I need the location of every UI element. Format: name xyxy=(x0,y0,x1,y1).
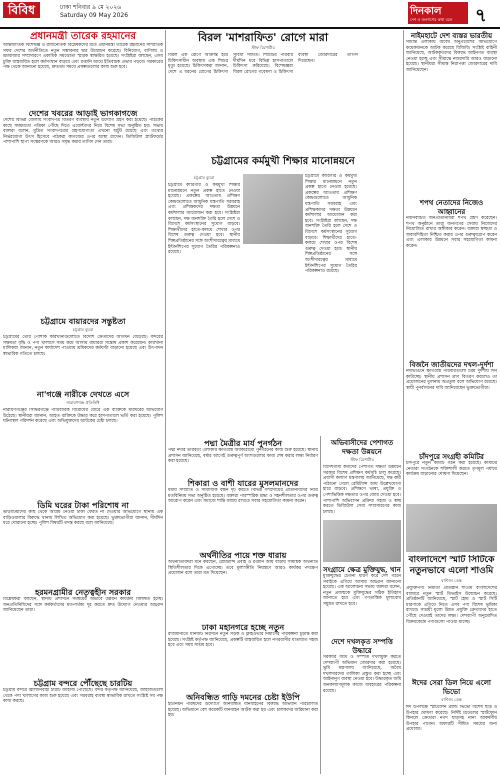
brand-name: দিনকাল xyxy=(410,6,442,17)
article-byline: বাণিজ্য ডেস্ক xyxy=(441,578,462,583)
article-body: নারায়ণগঞ্জের সিদ্ধিরগঞ্জে পারিবারিক বিরোধের জেরে এক ব্যক্তিকে মারধরের অভিযোগ উঠেছে। স্থানীয়রা জানান, আহত ব্যক্তিকে উদ্ধার করে হাসপাতালে ভর্তি করা হয়েছে। পুলিশ ঘটনাস্থল পরিদর্শন করেছে এবং অভিযুক্তদের আটকের চেষ্টা চলছে। xyxy=(3,408,163,425)
article-c1 xyxy=(323,438,401,518)
article-body: নবনির্বাচিত জনপ্রতিনিধিরা শপথ গ্রহণ করেছেন। শপথ অনুষ্ঠানে তারা জনগণের সেবায় নিজেদের নিয়োজিত রাখার অঙ্গীকার করেন। বক্তারা স্বচ্ছতা ও জবাবদিহিতা নিশ্চিত করার ওপর গুরুত্বারোপ করেন এবং এলাকার উন্নয়নে সবার সহযোগিতা কামনা করেন। xyxy=(406,216,497,249)
article-headline: বাংলাদেশে স্মার্ট সিটিকে নতুনভাবে এলো শাওমি xyxy=(408,555,495,576)
article-a2 xyxy=(3,108,163,313)
newspaper-logo xyxy=(408,2,468,24)
article-body: চট্টগ্রাম বন্দরে জ্বালানিবাহী চারটি জাহাজ পৌঁছেছে। বন্দর কর্তৃপক্ষ জানিয়েছে, জাহাজগুলো থেকে পণ্য খালাসের কাজ শুরু হয়েছে এবং সরবরাহ ব্যবস্থা স্বাভাবিক রাখতে সংশ্লিষ্ট সব পক্ষ কাজ করছে। xyxy=(3,688,163,705)
article-body: ঈদ উপলক্ষে স্মার্টফোন ব্র্যান্ড ভিভো বিশেষ ছাড় ও উপহার ঘোষণা করেছে। নির্দিষ্ট মডেলের স্মার্টফোন কিনলে ক্রেতারা নগদ ছাড়সহ নানা আকর্ষণীয় উপহার পাবেন। অফারটি সীমিত সময়ের জন্য প্রযোজ্য। xyxy=(406,705,497,733)
article-byline: চট্টগ্রাম ব্যুরো xyxy=(72,327,94,332)
article-d5 xyxy=(406,555,497,675)
article-photo xyxy=(406,504,497,552)
article-headline: প্রধানমন্ত্রী তারেক রহমানের xyxy=(30,31,136,42)
article-body: বিদেশগামী কর্মীদের পেশাগত দক্ষতা উন্নয়নে সরকার বিশেষ প্রশিক্ষণ কর্মসূচি চালু করেছে। প্রবাসী কল্যাণ মন্ত্রণালয় জানিয়েছে, দক্ষ কর্মী পাঠানো গেলে রেমিট্যান্স আয় উল্লেখযোগ্য হারে বাড়বে। প্রশিক্ষণে ভাষা, প্রযুক্তি ও পেশাভিত্তিক দক্ষতার ওপর জোর দেওয়া হবে। পাশাপাশি অভিবাসন প্রক্রিয়া সহজ ও স্বচ্ছ করতে ডিজিটাল সেবা সম্প্রসারণের কাজ চলছে। xyxy=(323,465,401,515)
article-headline: দেশে দখলকৃত সম্পত্তি উদ্ধারে xyxy=(331,637,393,655)
article-headline: ঢাকা মহানগরে হচ্ছে নতুন xyxy=(201,622,285,632)
article-a3 xyxy=(3,316,163,386)
article-body: মুক্তিযুদ্ধের চেতনা ধারণ করে দেশ গঠনে সবাইকে এগিয়ে আসার আহ্বান জানানো হয়েছে। এক আলোচনা সভায় বক্তারা বলেন, নতুন প্রজন্মকে মুক্তিযুদ্ধের সঠিক ইতিহাস জানাতে হবে এবং গণতান্ত্রিক মূল্যবোধ সমুন্নত রাখতে হবে। xyxy=(323,574,401,607)
article-body: নদীভাঙনে ক্ষতিগ্রস্ত পরিবারগুলো চরম দুর্দশায় দিন কাটাচ্ছে। স্থানীয় প্রশাসন ত্রাণ বিতরণ করলেও তা প্রয়োজনের তুলনায় অপ্রতুল বলে অভিযোগ রয়েছে। স্থায়ী পুনর্বাসনের দাবি জানিয়েছেন ভুক্তভোগীরা। xyxy=(406,369,497,391)
date-english: Saturday 09 May 2026 xyxy=(60,12,129,19)
date-bangla: ঢাকা শনিবার ৯ মে ২০২৬ xyxy=(60,4,122,11)
article-headline: অভিবাসীদের পেশাগত দক্ষতা উন্নয়নে xyxy=(330,438,394,456)
column-divider xyxy=(320,436,321,774)
date-line xyxy=(60,4,128,20)
article-body: আন্তর্জাতিক বিশেষজ্ঞ ও রাজনৈতিক বিশ্লেষকদের মতে প্রধানমন্ত্রী তারেক রহমানের সাম্প্রতিক সফর দেশের অর্থনীতিতে নতুন সম্ভাবনার দ্বার উন্মোচন করেছে। বিনিয়োগ, বাণিজ্য ও শ্রমবাজার সম্প্রসারণে একাধিক সমঝোতা স্মারক স্বাক্ষরিত হয়েছে। সংশ্লিষ্টরা বলছেন, এসব চুক্তি বাস্তবায়িত হলে কর্মসংস্থান বাড়বে এবং রপ্তানি আয়ে ইতিবাচক প্রভাব পড়বে। সরকারের পক্ষ থেকে জানানো হয়েছে, দ্রুততম সময়ে প্রকল্পগুলোর কাজ শুরু হবে। xyxy=(3,43,163,71)
article-body: চট্টগ্রামে কারিগরি ও কর্মমুখী শিক্ষার মানোন্নয়নে নতুন প্রকল্প হাতে নেওয়া হয়েছে। প্রকল্পের আওতায় প্রশিক্ষণ কেন্দ্রগুলোতে আধুনিক যন্ত্রপাতি সরবরাহ এবং প্রশিক্ষকদের দক্ষতা উন্নয়নে কর্মশালার আয়োজন করা হবে। সংশ্লিষ্টরা বলছেন, দক্ষ জনশক্তি তৈরি হলে দেশে ও বিদেশে কর্মসংস্থানের সুযোগ বাড়বে। শিক্ষার্থীদের হাতে-কলমে শেখার ওপর বিশেষ গুরুত্ব দেওয়া হবে। স্থানীয় শিল্পপ্রতিষ্ঠানের সঙ্গে অংশীদারত্বের মাধ্যমে ইন্টার্নশিপের সুযোগ তৈরির পরিকল্পনাও রয়েছে। xyxy=(168,183,240,256)
article-b2-cont xyxy=(305,174,357,436)
article-d1 xyxy=(406,31,497,196)
article-b4 xyxy=(168,478,318,548)
article-body: চাঁদপুরে নতুন কমিটি গঠন করা হয়েছে। কমিটির নেতারা সংগঠনকে শক্তিশালী করতে তৃণমূল পর্যায়ে কার্যক্রম বাড়ানোর ঘোষণা দিয়েছেন। xyxy=(406,461,497,478)
article-body: চট্টগ্রামের তৈরি পোশাক কারখানাগুলোতে বিদেশি ক্রেতাদের আগমন বেড়েছে। বন্দরের সক্ষমতা বৃদ্ধি ও পণ্য খালাসে সময় কমে আসায় বায়াররা সন্তোষ প্রকাশ করেছেন। কারখানা মালিকরা জানান, নতুন কার্যাদেশ পাওয়ায় শ্রমিকদের কর্মঘণ্টা বাড়ানো হয়েছে এবং উৎপাদন স্বাভাবিক গতিতে চলছে। xyxy=(3,335,163,357)
article-byline: স্টাফ রিপোর্টার xyxy=(251,45,275,50)
article-headline: অর্থনীতির পায়ে শক্ত ধারায় xyxy=(199,550,287,560)
article-headline: হরমনগ্রামীর নেতৃত্বহীন সরকার xyxy=(35,587,131,597)
column-divider xyxy=(165,30,166,775)
article-d6 xyxy=(406,678,497,774)
article-a1 xyxy=(3,31,163,106)
article-b3 xyxy=(168,438,318,476)
article-headline: দেশের খবরের আড়াই ভাগকাগজে xyxy=(28,108,138,118)
article-byline: নারায়ণগঞ্জ প্রতিনিধি xyxy=(66,400,100,405)
article-byline: স্টাফ রিপোর্টার xyxy=(350,457,374,462)
article-c2 xyxy=(323,565,401,635)
article-body: ভাড়াটিয়াদের কাছ থেকে অগ্রিম নেওয়া টাকা ফেরত না দেওয়ার অভিযোগে স্থানীয় এক বাড়িওয়ালার বিরুদ্ধে থানায় লিখিত অভিযোগ করা হয়েছে। ভুক্তভোগীরা জানান, দীর্ঘদিন ধরে ঘোরানো হচ্ছে। পুলিশ বিষয়টি তদন্ত করছে বলে জানিয়েছে। xyxy=(3,510,163,527)
article-d2 xyxy=(406,198,497,358)
article-b2-head xyxy=(168,155,398,171)
article-a4 xyxy=(3,389,163,499)
article-headline: না'গঞ্জে নারীকে দেখতে এসে xyxy=(36,389,130,399)
article-body: ইউনিয়ন পরিষদের উদ্যোগে অনিবন্ধিত যানবাহনের বিরুদ্ধে অভিযান পরিচালিত হয়েছে। অভিযানে বেশ কয়েকটি যানবাহন আটক করা হয় এবং চালকদের জরিমানা করা হয়। xyxy=(168,702,318,719)
article-headline: চট্টগ্রামে বায়ারদের সন্তুষ্টতা xyxy=(40,316,126,326)
article-a5 xyxy=(3,500,163,584)
article-b6 xyxy=(168,622,318,690)
article-headline: সংগ্রামে ক্ষেত্র মুক্তিযুদ্ধ, খান xyxy=(323,565,401,574)
article-c3 xyxy=(323,637,401,774)
article-body: সরকারি জমি ও সম্পত্তি দখলমুক্ত করতে দেশব্যাপী অভিযান জোরদার করা হয়েছে। ভূমি মন্ত্রণালয় জানিয়েছে, অবৈধ দখলদারদের তালিকা প্রস্তুত করা হচ্ছে এবং আইনানুগ ব্যবস্থা নেওয়া হবে। উদ্ধারকৃত জমি জনকল্যাণমূলক কাজে ব্যবহারের পরিকল্পনা রয়েছে। xyxy=(323,655,401,694)
article-a6 xyxy=(3,587,163,675)
article-photo xyxy=(243,174,303,244)
article-headline: চট্টগ্রাম বন্দরে পৌঁছেছে চারটিয় xyxy=(33,678,133,688)
article-photo xyxy=(323,520,401,562)
article-headline: শিকারা ও বাশী যারের মুসলমানদের xyxy=(187,478,299,488)
article-body: প্রযুক্তিপণ্য নির্মাতা প্রতিষ্ঠান শাওমি বাংলাদেশের বাজারে নতুন স্মার্ট ডিভাইস উন্মোচন করেছে। প্রতিষ্ঠানটি জানিয়েছে, স্মার্ট হোম ও স্মার্ট সিটি ধারণাকে এগিয়ে নিতে এসব পণ্য বিশেষ ভূমিকা রাখবে। সাশ্রয়ী মূল্যে উন্নত প্রযুক্তি ক্রেতাদের হাতে পৌঁছে দেওয়াই তাদের লক্ষ্য। দেশব্যাপী অনুমোদিত বিক্রয়কেন্দ্রে পণ্যগুলো পাওয়া যাচ্ছে। xyxy=(406,586,497,625)
article-body: বিরল এক রোগে আক্রান্ত হয়ে চিকিৎসাধীন অবস্থায় এক শিশুর মৃত্যু হয়েছে। চিকিৎসকরা জানান, দেশে এ ধরনের রোগের চিকিৎসা সুবিধা সীমিত। শিশুটির পরিবার দীর্ঘদিন ধরে বিভিন্ন হাসপাতালে চিকিৎসা করিয়েছে। বিশেষজ্ঞরা বিরল রোগের গবেষণা ও চিকিৎসা ব্যবস্থা জোরদারের তাগিদ দিয়েছেন। xyxy=(168,53,358,75)
article-body: সীমান্ত এলাকায় অবৈধ অনুপ্রবেশের অভিযোগে কয়েকজনকে আটক করেছে বিজিবি। সংশ্লিষ্ট বাহিনী জানিয়েছে, আটককৃতদের বিরুদ্ধে আইনগত ব্যবস্থা নেওয়া হচ্ছে এবং সীমান্তে নজরদারি আরও বাড়ানো হয়েছে। স্থানীয়রা সীমান্ত নিরাপত্তা জোরদারের দাবি জানিয়েছেন। xyxy=(406,40,497,73)
article-headline: চট্টগ্রামের কর্মমুখী শিক্ষার মানোন্নয়নে xyxy=(211,156,355,167)
article-headline: চাঁদপুরে সংগ্রহী কমিটির xyxy=(419,452,484,461)
page-header xyxy=(0,0,500,29)
article-body: বিশ্লেষকরা বলছেন, স্থানীয় প্রশাসনে সমন্বয়ের অভাবে উন্নয়ন কার্যক্রম বিলম্বিত হচ্ছে। জনপ্রতিনিধিদের সঙ্গে কর্মকর্তাদের মতপার্থক্য দূর করতে দ্রুত উদ্যোগ নেওয়ার আহ্বান জানিয়েছেন তারা। xyxy=(3,597,163,614)
article-body: অর্থনীতিবিদরা মনে করছেন, রেমিট্যান্স প্রবাহ ও রপ্তানি আয় বাড়ায় সামষ্টিক অর্থনীতি স্থিতিশীলতার দিকে এগোচ্ছে। তবে মূল্যস্ফীতি নিয়ন্ত্রণে আরও কার্যকর পদক্ষেপ প্রয়োজন বলে তারা মত দিয়েছেন। xyxy=(168,560,318,577)
section-tag: বিবিধ xyxy=(3,2,40,18)
article-headline: নাইমহাটে দেশ ব্যস্তর ভারতীয় xyxy=(410,31,493,40)
article-headline: ঈদের সেরা ডিল নিয়ে এলো ভিভো xyxy=(412,678,491,696)
article-body-continued: চট্টগ্রামে কারিগরি ও কর্মমুখী শিক্ষার মানোন্নয়নে নতুন প্রকল্প হাতে নেওয়া হয়েছে। প্রকল্পের আওতায় প্রশিক্ষণ কেন্দ্রগুলোতে আধুনিক যন্ত্রপাতি সরবরাহ এবং প্রশিক্ষকদের দক্ষতা উন্নয়নে কর্মশালার আয়োজন করা হবে। সংশ্লিষ্টরা বলছেন, দক্ষ জনশক্তি তৈরি হলে দেশে ও বিদেশে কর্মসংস্থানের সুযোগ বাড়বে। শিক্ষার্থীদের হাতে-কলমে শেখার ওপর বিশেষ গুরুত্ব দেওয়া হবে। স্থানীয় শিল্পপ্রতিষ্ঠানের সঙ্গে অংশীদারত্বের মাধ্যমে ইন্টার্নশিপের সুযোগ তৈরির পরিকল্পনাও রয়েছে। xyxy=(305,174,357,275)
article-d3 xyxy=(406,360,497,450)
article-b7 xyxy=(168,692,318,774)
article-b1 xyxy=(168,31,358,153)
article-b5 xyxy=(168,550,318,620)
page-number: ৭ xyxy=(475,5,487,26)
article-headline: শপথ নেতাদের নিজেও আহ্বানের xyxy=(419,198,484,216)
article-headline: বিরল 'মাশরাফিত' রোগে মারা xyxy=(197,31,329,44)
article-headline: পদ্মা মৈত্রীর মার্য পুনর্গঠন xyxy=(204,438,282,448)
column-divider xyxy=(403,30,404,775)
article-body: দেশের বিভিন্ন জেলায় সংবাদপত্র বিতরণ ব্যবস্থায় নতুন উদ্যোগ গ্রহণ করা হয়েছে। পাঠকের কাছে সময়মতো পত্রিকা পৌঁছে দিতে এজেন্টদের নিয়ে বিশেষ সভা অনুষ্ঠিত হয়। সভায় বক্তারা বলেন, মুদ্রিত সংবাদপত্রের গ্রহণযোগ্যতা এখনো অটুট রয়েছে এবং তথ্যের নির্ভরযোগ্য উৎস হিসেবে পাঠকরা কাগজের ওপর আস্থা রাখেন। ডিজিটাল প্ল্যাটফর্মের পাশাপাশি ছাপা সংস্করণকে আরও সমৃদ্ধ করার তাগিদ দেন তারা। xyxy=(3,118,163,146)
article-headline: অনিবন্ধিত গাড়ি দমনের চেষ্টা ইউপি xyxy=(186,692,300,702)
brand-tagline: দেশ ও জনগণের কথা বলে xyxy=(410,17,453,22)
article-body: পদ্মা নদীর তীরবর্তী এলাকার ক্ষতিগ্রস্ত অবকাঠামো পুনর্গঠনের কাজ শুরু হয়েছে। স্থানীয় প্রশাসন জানিয়েছে, বর্ষার আগেই গুরুত্বপূর্ণ অংশগুলোর কাজ শেষ করার লক্ষ্য নির্ধারণ করা হয়েছে। xyxy=(168,448,318,465)
article-body: ধর্মীয় সম্প্রীতি ও সামাজিক বন্ধন দৃঢ় করতে বিভিন্ন সম্প্রদায়ের প্রতিনিধিদের নিয়ে মতবিনিময় সভা অনুষ্ঠিত হয়েছে। বক্তারা পারস্পরিক শ্রদ্ধা ও সহনশীলতার ওপর গুরুত্ব আরোপ করেন এবং সমাজে শান্তি বজায় রাখতে সবার সহযোগিতা কামনা করেন। xyxy=(168,488,318,505)
article-b2 xyxy=(168,174,240,436)
article-byline: চট্টগ্রাম ব্যুরো xyxy=(193,175,215,180)
article-a7 xyxy=(3,678,163,774)
article-byline: বাণিজ্য ডেস্ক xyxy=(441,697,462,702)
article-d4 xyxy=(406,452,497,502)
article-body: রাজধানীতে যানজট নিরসনে নতুন সড়ক ও ফ্লাইওভার নির্মাণের পরিকল্পনা চূড়ান্ত করা হয়েছে। সংশ্লিষ্ট কর্তৃপক্ষ জানিয়েছে, প্রকল্পটি বাস্তবায়িত হলে নগরবাসীর যাতায়াত সহজ হবে এবং সময় সাশ্রয় হবে। xyxy=(168,632,318,649)
article-headline: ডিমি ঘরের টাকা পরিশোধ না xyxy=(37,500,129,510)
article-headline: বিজনৈ জাতীয়দের দখল-দুর্দশা xyxy=(409,360,494,369)
